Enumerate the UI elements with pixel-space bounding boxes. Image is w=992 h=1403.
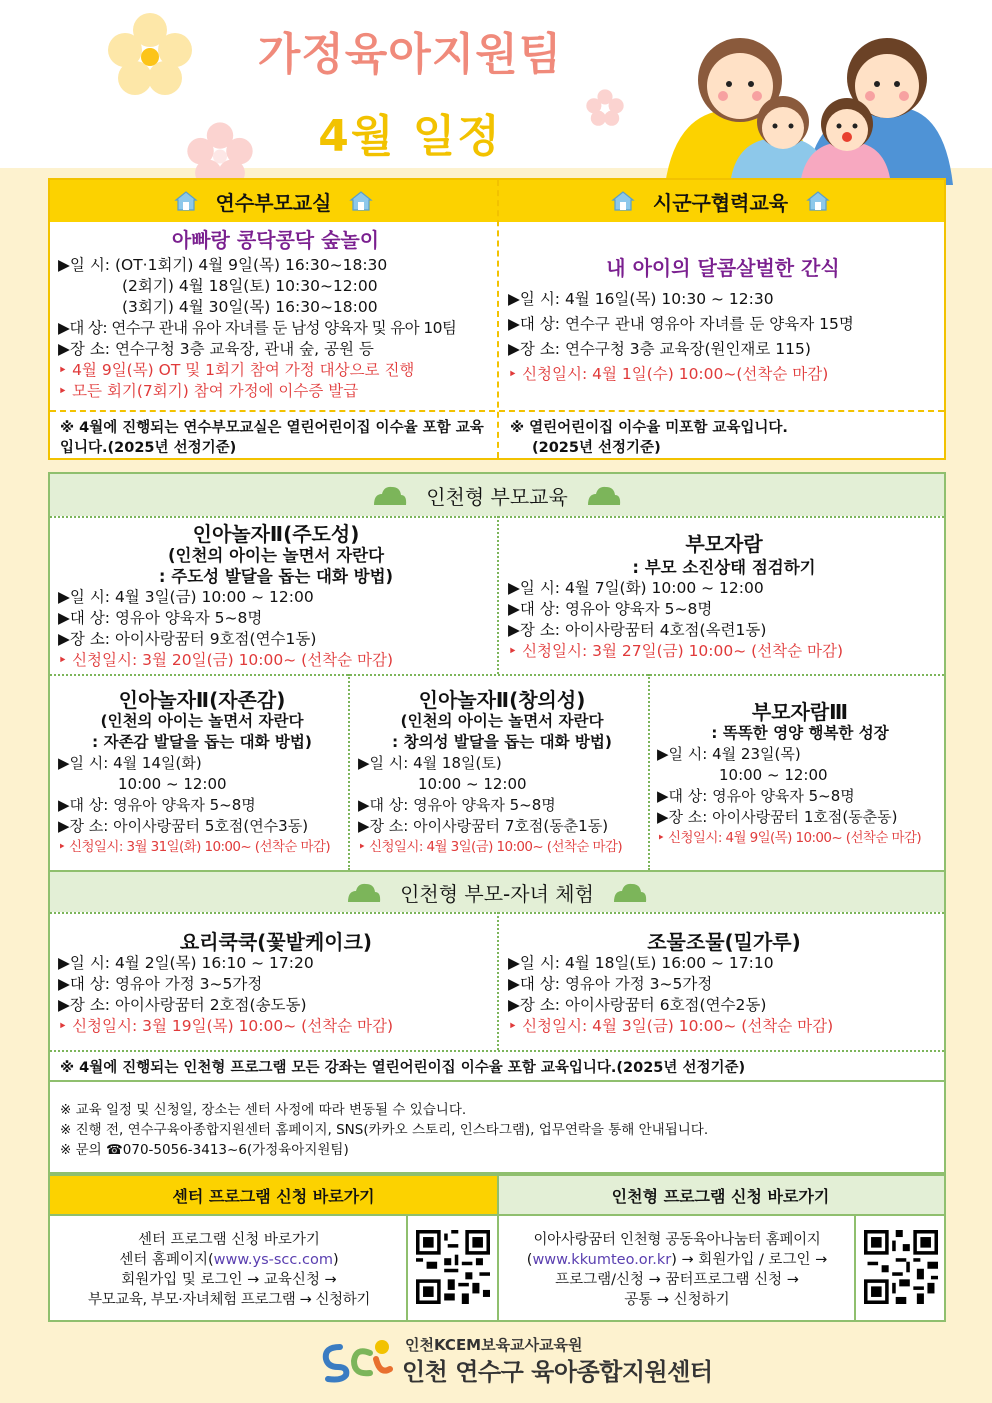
program-title: 인아놀자Ⅱ(자존감)	[118, 688, 286, 712]
program-title: 부모자람	[685, 532, 763, 556]
family-illustration	[655, 20, 955, 185]
program-line: ▶장 소: 아이사랑꿈터 1호점(동춘동)	[657, 808, 898, 826]
program-line: ▶일 시: 4월 3일(금) 10:00 ~ 12:00	[58, 588, 314, 606]
center-shortcut-heading: 센터 프로그램 신청 바로가기	[50, 1176, 497, 1214]
program-note: ‣ 모든 회기(7회기) 참여 가정에 이수증 발급	[58, 382, 359, 400]
divider	[348, 674, 350, 870]
notice-line: ※ 교육 일정 및 신청일, 장소는 센터 사정에 따라 변동될 수 있습니다.	[60, 1102, 467, 1118]
center-qr-code-icon[interactable]	[416, 1230, 490, 1304]
program-subtitle: : 똑똑한 영양 행복한 성장	[711, 724, 889, 742]
program-subtitle: : 창의성 발달을 돕는 대화 방법)	[392, 733, 612, 751]
house-icon	[806, 190, 830, 212]
program-line: (2회기) 4월 18일(토) 10:30~12:00	[122, 277, 378, 295]
program-note: ‣ 신청일시: 3월 20일(금) 10:00~ (선착순 마감)	[58, 651, 394, 669]
incheon-qr-code-icon[interactable]	[864, 1230, 938, 1304]
incheon-program-3	[58, 690, 346, 858]
program-title: 내 아이의 달콤살벌한 간식	[606, 256, 840, 280]
divider	[648, 674, 650, 870]
program-line: ▶대 상: 영유아 양육자 5~8명	[657, 787, 855, 805]
bush-icon	[346, 881, 382, 903]
program-note: ‣ 신청일시: 4월 9일(목) 10:00~ (선착순 마감)	[657, 830, 922, 846]
program-line: ▶장 소: 아이사랑꿈터 9호점(연수1동)	[58, 630, 317, 648]
divider	[854, 1214, 856, 1320]
center-shortcut-text: 센터 프로그램 신청 바로가기 센터 홈페이지(www.ys-scc.com) 회원가입 및 로그인 → 교육신청 → 부모교육, 부모·자녀체험 프로그램 → 신청하기	[88, 1232, 370, 1308]
program-title: 부모자람Ⅲ	[751, 700, 849, 724]
yeonsu-program	[58, 230, 493, 402]
page-subtitle: 4월 일정	[318, 111, 502, 162]
incheon-box	[48, 472, 946, 1082]
house-icon	[174, 190, 198, 212]
center-logo-icon	[318, 1333, 398, 1383]
notice-line: ※ 진행 전, 연수구육아종합지원센터 홈페이지, SNS(카카오 스토리, 인스타그램), 업무연락을 통해 안내됩니다.	[60, 1122, 709, 1138]
notice-line: ※ 문의 ☎070-5056-3413~6(가정육아지원팀)	[60, 1142, 349, 1158]
divider	[50, 410, 944, 412]
program-title: 인아놀자Ⅱ(주도성)	[192, 522, 360, 546]
incheon-heading: 인천형 부모교육	[50, 474, 944, 516]
incheon-shortcut-text: 이아사랑꿈터 인천형 공동육아나눔터 홈페이지 (www.kkumteo.or.kr) → 회원가입 / 로그인 → 프로그램/신청 → 꿈터프로그램 신청 → 공통 → 신청하기	[526, 1232, 828, 1308]
yeonsu-heading: 연수부모교실	[50, 180, 497, 222]
program-title: 아빠랑 콩닥콩닥 숲놀이	[171, 228, 380, 252]
program-note: ‣ 4월 9일(목) OT 및 1회기 참여 가정 대상으로 진행	[58, 361, 415, 379]
program-line: ▶일 시: (OT·1회기) 4월 9일(목) 16:30~18:30	[58, 256, 388, 274]
program-line: ▶일 시: 4월 16일(목) 10:30 ~ 12:30	[508, 290, 774, 308]
sigungu-footnote: ※ 열린어린이집 이수율 미포함 교육입니다. (2025년 선정기준)	[510, 420, 788, 456]
program-subtitle: (인천의 아이는 놀면서 자란다	[100, 712, 304, 730]
divider	[50, 674, 944, 676]
divider	[406, 1214, 408, 1320]
program-title: 조물조물(밀가루)	[647, 930, 801, 954]
program-note: ‣ 신청일시: 4월 3일(금) 10:00~ (선착순 마감)	[508, 1017, 834, 1035]
program-line: ▶대 상: 영유아 양육자 5~8명	[58, 796, 256, 814]
bush-icon	[372, 484, 408, 506]
program-line: ▶일 시: 4월 2일(목) 16:10 ~ 17:20	[58, 954, 314, 972]
experience-footnote: ※ 4월에 진행되는 인천형 프로그램 모든 강좌는 열린어린이집 이수율 포함 교육입니다.(2025년 선정기준)	[60, 1060, 746, 1076]
center-homepage-link[interactable]: www.ys-scc.com	[213, 1252, 333, 1268]
footer-org-1: 인천KCEM보육교사교육원	[405, 1336, 583, 1354]
program-title: 요리쿡쿡(꽃밭케이크)	[179, 930, 373, 954]
program-line: ▶대 상: 영유아 가정 3~5가정	[508, 975, 713, 993]
divider	[497, 912, 499, 1050]
experience-program-2	[508, 932, 940, 1037]
sigungu-program	[508, 258, 938, 387]
house-icon	[611, 190, 635, 212]
program-line: ▶일 시: 4월 7일(화) 10:00 ~ 12:00	[508, 579, 764, 597]
flower-icon	[585, 88, 625, 128]
program-line: ▶대 상: 연수구 관내 유아 자녀를 둔 남성 양육자 및 유아 10팀	[58, 319, 457, 337]
program-line: ▶일 시: 4월 18일(토) 16:00 ~ 17:10	[508, 954, 774, 972]
program-line: ▶대 상: 영유아 양육자 5~8명	[358, 796, 556, 814]
program-line: 10:00 ~ 12:00	[418, 775, 527, 793]
program-line: 10:00 ~ 12:00	[118, 775, 227, 793]
sigungu-heading: 시군구협력교육	[497, 180, 944, 222]
notices	[60, 1100, 940, 1160]
program-line: ▶대 상: 영유아 양육자 5~8명	[58, 609, 263, 627]
program-subtitle: : 자존감 발달을 돕는 대화 방법)	[92, 733, 312, 751]
top-programs-box	[48, 178, 946, 460]
program-line: ▶장 소: 아이사랑꿈터 2호점(송도동)	[58, 996, 307, 1014]
incheon-program-4	[358, 690, 646, 858]
incheon-shortcut-heading: 인천형 프로그램 신청 바로가기	[497, 1176, 944, 1214]
notices-box	[48, 1082, 946, 1174]
program-note: ‣ 신청일시: 3월 19일(목) 10:00~ (선착순 마감)	[58, 1017, 394, 1035]
program-line: 10:00 ~ 12:00	[719, 766, 828, 784]
program-line: ▶장 소: 연수구청 3층 교육장, 관내 숲, 공원 등	[58, 340, 374, 358]
divider	[497, 180, 499, 458]
experience-heading: 인천형 부모-자녀 체험	[50, 872, 944, 912]
program-line: ▶장 소: 아이사랑꿈터 5호점(연수3동)	[58, 817, 309, 835]
program-line: ▶대 상: 영유아 양육자 5~8명	[508, 600, 713, 618]
flower-icon	[105, 10, 195, 100]
program-line: ▶장 소: 아이사랑꿈터 4호점(옥련1동)	[508, 621, 767, 639]
divider	[50, 1050, 944, 1052]
program-subtitle: : 주도성 발달을 돕는 대화 방법)	[158, 567, 394, 586]
bush-icon	[612, 881, 648, 903]
program-line: (3회기) 4월 30일(목) 16:30~18:00	[122, 298, 378, 316]
incheon-homepage-link[interactable]: www.kkumteo.or.kr	[532, 1252, 672, 1268]
program-title: 인아놀자Ⅱ(창의성)	[418, 688, 586, 712]
program-line: ▶일 시: 4월 18일(토)	[358, 754, 502, 772]
program-line: ▶장 소: 아이사랑꿈터 7호점(동춘1동)	[358, 817, 609, 835]
divider	[497, 1176, 499, 1320]
shortcuts-box	[48, 1174, 946, 1322]
incheon-program-1	[58, 524, 494, 671]
divider	[497, 516, 499, 674]
program-note: ‣ 신청일시: 4월 1일(수) 10:00~(선착순 마감)	[508, 365, 829, 383]
incheon-program-2	[508, 534, 940, 662]
program-line: ▶대 상: 영유아 가정 3~5가정	[58, 975, 263, 993]
bush-icon	[586, 484, 622, 506]
footer-org-2: 인천 연수구 육아종합지원센터	[402, 1358, 713, 1386]
program-subtitle: : 부모 소진상태 점검하기	[632, 558, 816, 577]
page-title: 가정육아지원팀	[257, 29, 563, 80]
experience-program-1	[58, 932, 494, 1037]
incheon-program-5	[657, 702, 943, 849]
program-line: ▶대 상: 연수구 관내 영유아 자녀를 둔 양육자 15명	[508, 315, 854, 333]
program-line: ▶장 소: 아이사랑꿈터 6호점(연수2동)	[508, 996, 767, 1014]
program-line: ▶장 소: 연수구청 3층 교육장(원인재로 115)	[508, 340, 811, 358]
program-note: ‣ 신청일시: 4월 3일(금) 10:00~ (선착순 마감)	[358, 839, 623, 855]
house-icon	[349, 190, 373, 212]
yeonsu-footnote: ※ 4월에 진행되는 연수부모교실은 열린어린이집 이수율 포함 교육입니다.(2025년 선정기준)	[60, 420, 484, 456]
program-note: ‣ 신청일시: 3월 31일(화) 10:00~ (선착순 마감)	[58, 839, 331, 855]
program-line: ▶일 시: 4월 14일(화)	[58, 754, 202, 772]
program-subtitle: (인천의 아이는 놀면서 자란다	[167, 546, 385, 565]
program-line: ▶일 시: 4월 23일(목)	[657, 745, 801, 763]
program-note: ‣ 신청일시: 3월 27일(금) 10:00~ (선착순 마감)	[508, 642, 844, 660]
program-subtitle: (인천의 아이는 놀면서 자란다	[400, 712, 604, 730]
